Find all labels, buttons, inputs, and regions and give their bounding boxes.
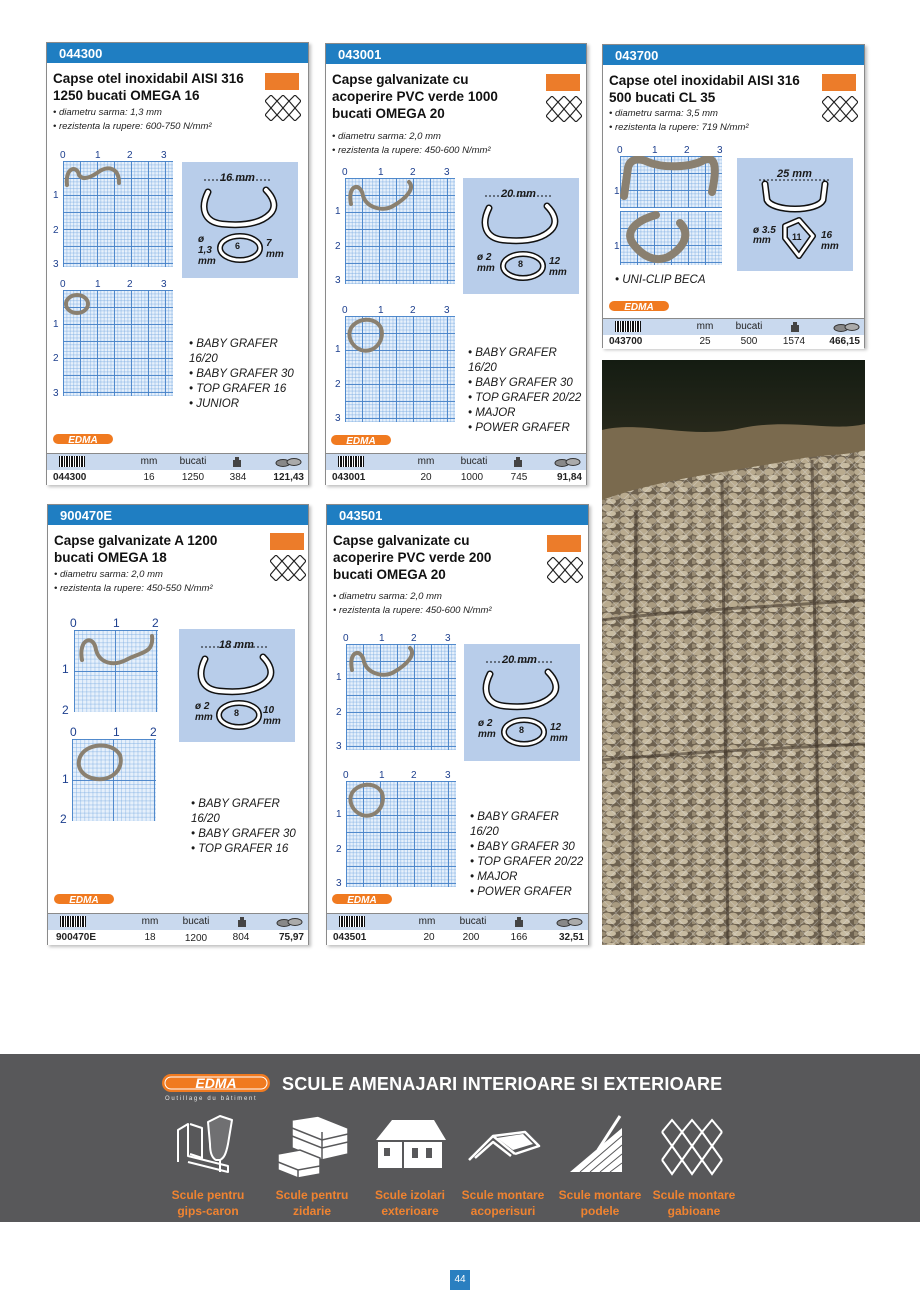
size-grid [345,178,455,284]
grid-tick: 2 [411,633,417,644]
grid-tick: 2 [127,150,133,161]
diagram-height: 16 mm [821,230,839,252]
edma-logo-text: EDMA [347,895,377,906]
grid-tick: 0 [60,279,66,290]
row-price: 91,84 [556,472,582,483]
table-header [326,453,586,470]
coins-icon [556,916,584,928]
category-flooring[interactable] [550,1114,650,1219]
edma-logo [53,432,113,446]
row-price: 75,97 [278,932,304,943]
spec-line: • rezistenta la rupere: 450-600 N/mm² [333,605,492,616]
size-grid [345,316,455,422]
product-title: Capse otel inoxidabil AISI 316 1250 bucati OMEGA 16 [53,71,244,103]
category-insulation[interactable] [360,1114,460,1219]
dimension-diagram [179,629,295,742]
size-grid [620,211,722,265]
edma-logo-text: EDMA [68,435,98,446]
grid-tick: 1 [378,167,384,178]
bricks-icon [272,1114,352,1180]
table-row [47,471,308,485]
tool-item: • TOP GRAFER 16 [189,383,287,395]
color-swatch [546,74,580,91]
product-title: Capse otel inoxidabil AISI 316 500 bucati CL 35 [609,73,800,105]
category-label [360,1187,460,1219]
category-label-line: Scule montare [558,1188,642,1202]
col-mm: mm [418,916,436,927]
grid-tick: 3 [335,275,341,286]
category-label [453,1187,553,1219]
edma-logo [331,433,391,447]
coins-icon [833,321,861,333]
row-bucati: 200 [462,932,480,943]
size-grid [346,781,456,887]
row-pack: 1574 [782,336,806,347]
size-grid [72,739,156,821]
row-mm: 25 [699,336,711,347]
row-mm: 20 [420,472,432,483]
grid-tick: 3 [717,145,723,156]
grid-tick: 3 [445,770,451,781]
compatible-tools [470,810,588,900]
barcode-icon [615,321,641,332]
product-title: Capse galvanizate cu acoperire PVC verde 1000 bucati OMEGA 20 [332,72,498,121]
spec-list [333,590,492,618]
row-pack: 745 [510,472,528,483]
tool-item: • TOP GRAFER 20/22 [470,856,584,868]
category-label-line: gips-caron [177,1204,239,1218]
tool-item: • BABY GRAFER 16/20 [470,811,559,838]
table-row [48,931,308,945]
roof-icon [463,1114,543,1180]
category-label [158,1187,258,1219]
row-code: 043700 [609,336,643,347]
product-title: Capse galvanizate cu acoperire PVC verde 200 bucati OMEGA 20 [333,533,492,582]
diagram-width: 18 mm [219,639,254,651]
product-card-043001 [325,43,587,485]
wire-mesh-icon [546,96,582,122]
dimension-diagram [463,178,579,294]
category-label-line: Scule montare [461,1188,545,1202]
diagram-inner: 8 [234,708,240,718]
tool-item: • BABY GRAFER 16/20 [468,347,557,374]
product-code: 044300 [47,43,308,63]
box-icon [236,916,248,928]
category-label-line: Scule izolari [374,1188,446,1202]
grid-tick: 3 [161,279,167,290]
row-mm: 16 [143,472,155,483]
edma-logo-text: EDMA [346,436,376,447]
staple-photo [63,161,173,267]
table-row [327,931,588,945]
category-label-line: acoperisuri [470,1204,536,1218]
grid-tick: 1 [378,305,384,316]
grid-tick: 3 [444,305,450,316]
coins-icon [554,456,582,468]
product-card-900470E [47,504,309,945]
category-label-line: Scule montare [652,1188,736,1202]
grid-tick: 2 [152,616,159,630]
staple-photo [72,739,156,821]
barcode-icon [60,916,86,927]
tool-item: • MAJOR [470,871,518,883]
staple-photo [345,178,455,284]
category-label [644,1187,744,1219]
diagram-wire: ø 2 mm [478,718,496,740]
spec-list [53,106,212,134]
wire-mesh-icon [547,557,583,583]
footer-tagline: Outillage du bâtiment [165,1096,258,1102]
category-label-line: podele [580,1204,620,1218]
spec-line: • rezistenta la rupere: 719 N/mm² [609,122,749,133]
grid-tick: 3 [335,413,341,424]
edma-logo-text: EDMA [624,302,654,313]
tool-item: • TOP GRAFER 16 [191,843,289,855]
grid-tick: 3 [161,150,167,161]
compatible-tools [615,273,706,288]
staple-photo [346,644,456,750]
spec-line: • rezistenta la rupere: 450-550 N/mm² [54,583,213,594]
diagram-wire: ø 2 mm [477,252,495,274]
grid-tick: 1 [614,241,620,252]
size-grid [63,161,173,267]
page-number: 44 [450,1270,470,1290]
color-swatch [265,73,299,90]
tool-item: • TOP GRAFER 20/22 [468,392,582,404]
grid-tick: 3 [53,388,59,399]
category-label [550,1187,650,1219]
wire-mesh-icon [822,96,858,122]
diagram-wire: ø 2 mm [195,701,213,723]
diagram-height: 10 mm [263,705,281,727]
grid-tick: 1 [614,186,620,197]
grid-tick: 2 [150,725,157,739]
spec-list [54,568,213,596]
barcode-icon [339,916,365,927]
category-label-line: Scule pentru [171,1188,245,1202]
tool-item: • BABY GRAFER 16/20 [191,798,280,825]
row-code: 043501 [333,932,367,943]
grid-tick: 1 [53,190,59,201]
staple-photo [63,290,173,396]
drywall-icon [168,1114,248,1180]
row-bucati: 500 [740,336,758,347]
compatible-tools [468,346,586,436]
product-card-043700 [602,44,865,348]
grid-tick: 2 [62,703,69,717]
box-icon [789,321,801,333]
row-bucati: 1250 [181,472,205,483]
diagram-width: 16 mm [220,172,255,184]
diagram-width: 20 mm [501,188,536,200]
tool-item: • POWER GRAFER [468,422,570,434]
grid-tick: 2 [53,225,59,236]
tool-item: • BABY GRAFER 30 [470,841,575,853]
tool-item: • BABY GRAFER 30 [191,828,296,840]
grid-tick: 1 [652,145,658,156]
spec-line: • diametru sarma: 2,0 mm [333,591,442,602]
row-code: 044300 [53,472,87,483]
tool-item: • BABY GRAFER 30 [468,377,573,389]
spec-line: • rezistenta la rupere: 450-600 N/mm² [332,145,491,156]
wire-mesh-icon [270,555,306,581]
table-row [603,335,864,349]
spec-list [332,130,491,158]
edma-logo [54,892,114,906]
grid-tick: 1 [336,809,342,820]
banner-title: SCULE AMENAJARI INTERIOARE SI EXTERIOARE [282,1074,723,1094]
grid-tick: 1 [95,150,101,161]
grid-tick: 3 [53,259,59,270]
diagram-width: 25 mm [777,168,812,180]
col-mm: mm [141,916,159,927]
table-header [48,913,308,930]
col-mm: mm [417,456,435,467]
compatible-tools [191,797,308,857]
size-grid [620,156,722,208]
product-title: Capse galvanizate A 1200 bucati OMEGA 18 [54,533,218,565]
diagram-wire: ø 1,3 mm [198,234,216,267]
grid-tick: 2 [53,353,59,364]
product-code: 043700 [603,45,864,65]
grid-tick: 1 [335,344,341,355]
grid-tick: 0 [70,725,77,739]
barcode-icon [59,456,85,467]
grid-tick: 2 [335,379,341,390]
col-bucati: bucati [179,456,207,467]
house-insulation-icon [370,1114,450,1180]
grid-tick: 2 [410,305,416,316]
category-label-line: Scule pentru [275,1188,349,1202]
row-price: 121,43 [273,472,304,483]
grid-tick: 3 [336,878,342,889]
box-icon [513,916,525,928]
diagram-inner: 6 [235,241,241,251]
col-mm: mm [140,456,158,467]
dimension-diagram [464,644,580,761]
grid-tick: 1 [336,672,342,683]
row-pack: 384 [229,472,247,483]
tool-item: • BABY GRAFER 30 [189,368,294,380]
dimension-diagram [737,158,853,271]
diagram-inner: 8 [519,725,525,735]
floor-icon [560,1114,640,1180]
row-price: 32,51 [558,932,584,943]
grid-tick: 0 [343,633,349,644]
table-header [327,913,588,930]
dimension-diagram [182,162,298,278]
row-code: 900470E [56,932,97,943]
color-swatch [822,74,856,91]
table-header [47,453,308,470]
grid-tick: 0 [617,145,623,156]
size-grid [346,644,456,750]
coins-icon [276,916,304,928]
grid-tick: 2 [411,770,417,781]
col-bucati: bucati [460,456,488,467]
footer-logo-text: EDMA [195,1075,237,1091]
row-bucati: 1200 [184,933,208,944]
grid-tick: 1 [113,725,120,739]
tool-item: • BABY GRAFER 16/20 [189,338,278,365]
product-code: 043001 [326,44,586,64]
tool-item: • MAJOR [468,407,516,419]
category-label [262,1187,362,1219]
grid-tick: 1 [62,772,69,786]
spec-line: • diametru sarma: 2,0 mm [54,569,163,580]
grid-tick: 3 [445,633,451,644]
edma-footer-logo [162,1072,270,1098]
grid-tick: 2 [335,241,341,252]
col-mm: mm [696,321,714,332]
barcode-icon [338,456,364,467]
category-label-line: gabioane [667,1204,721,1218]
staple-photo [74,630,158,712]
category-banner [0,1054,920,1222]
compatible-tools [189,337,308,412]
size-grid [74,630,158,712]
row-bucati: 1000 [460,472,484,483]
grid-tick: 0 [342,305,348,316]
category-label-line: exterioare [381,1204,439,1218]
row-code: 043001 [332,472,366,483]
diagram-height: 12 mm [550,722,568,744]
category-label-line: zidarie [292,1204,331,1218]
product-code: 043501 [327,505,588,525]
edma-logo-text: EDMA [69,895,99,906]
row-mm: 20 [423,932,435,943]
grid-tick: 1 [379,770,385,781]
product-code: 900470E [48,505,308,525]
row-pack: 166 [510,932,528,943]
category-roofing[interactable] [453,1114,553,1219]
row-pack: 804 [232,932,250,943]
gabion-wall-photo [602,360,865,945]
grid-tick: 1 [95,279,101,290]
tool-item: • POWER GRAFER [470,886,572,898]
col-bucati: bucati [459,916,487,927]
diagram-height: 7 mm [266,238,284,260]
edma-logo [332,892,392,906]
spec-list [609,107,749,135]
gabion-mesh-icon [654,1114,734,1180]
tool-item: • UNI-CLIP BECA [615,274,706,286]
table-row [326,471,586,485]
product-card-044300 [46,42,309,485]
color-swatch [270,533,304,550]
edma-logo [609,299,669,313]
category-gabions[interactable] [644,1114,744,1219]
row-mm: 18 [144,932,156,943]
grid-tick: 2 [336,707,342,718]
box-icon [231,456,243,468]
tool-item: • JUNIOR [189,398,240,410]
grid-tick: 2 [410,167,416,178]
diagram-wire: ø 3.5 mm [753,225,776,246]
grid-tick: 0 [343,770,349,781]
staple-photo [620,211,722,265]
grid-tick: 0 [70,616,77,630]
table-header [603,318,864,335]
grid-tick: 0 [60,150,66,161]
grid-tick: 0 [342,167,348,178]
row-price: 466,15 [829,336,860,347]
box-icon [512,456,524,468]
diagram-height: 12 mm [549,256,567,278]
grid-tick: 3 [444,167,450,178]
col-bucati: bucati [182,916,210,927]
diagram-width: 20 mm [502,654,537,666]
grid-tick: 2 [60,812,67,826]
size-grid [63,290,173,396]
diagram-inner: 8 [518,259,524,269]
coins-icon [275,456,303,468]
product-card-043501 [326,504,589,945]
grid-tick: 2 [336,844,342,855]
category-drywall[interactable] [158,1114,258,1219]
category-bricks[interactable] [262,1114,362,1219]
staple-photo [620,156,722,208]
diagram-inner: 11 [792,232,802,242]
grid-tick: 1 [379,633,385,644]
grid-tick: 3 [336,741,342,752]
grid-tick: 2 [684,145,690,156]
grid-tick: 2 [127,279,133,290]
spec-line: • diametru sarma: 2,0 mm [332,131,441,142]
spec-line: • rezistenta la rupere: 600-750 N/mm² [53,121,212,132]
staple-photo [346,781,456,887]
grid-tick: 1 [335,206,341,217]
grid-tick: 1 [62,662,69,676]
wire-mesh-icon [265,95,301,121]
spec-line: • diametru sarma: 3,5 mm [609,108,718,119]
color-swatch [547,535,581,552]
spec-line: • diametru sarma: 1,3 mm [53,107,162,118]
grid-tick: 1 [53,319,59,330]
grid-tick: 1 [113,616,120,630]
col-bucati: bucati [735,321,763,332]
staple-photo [345,316,455,422]
